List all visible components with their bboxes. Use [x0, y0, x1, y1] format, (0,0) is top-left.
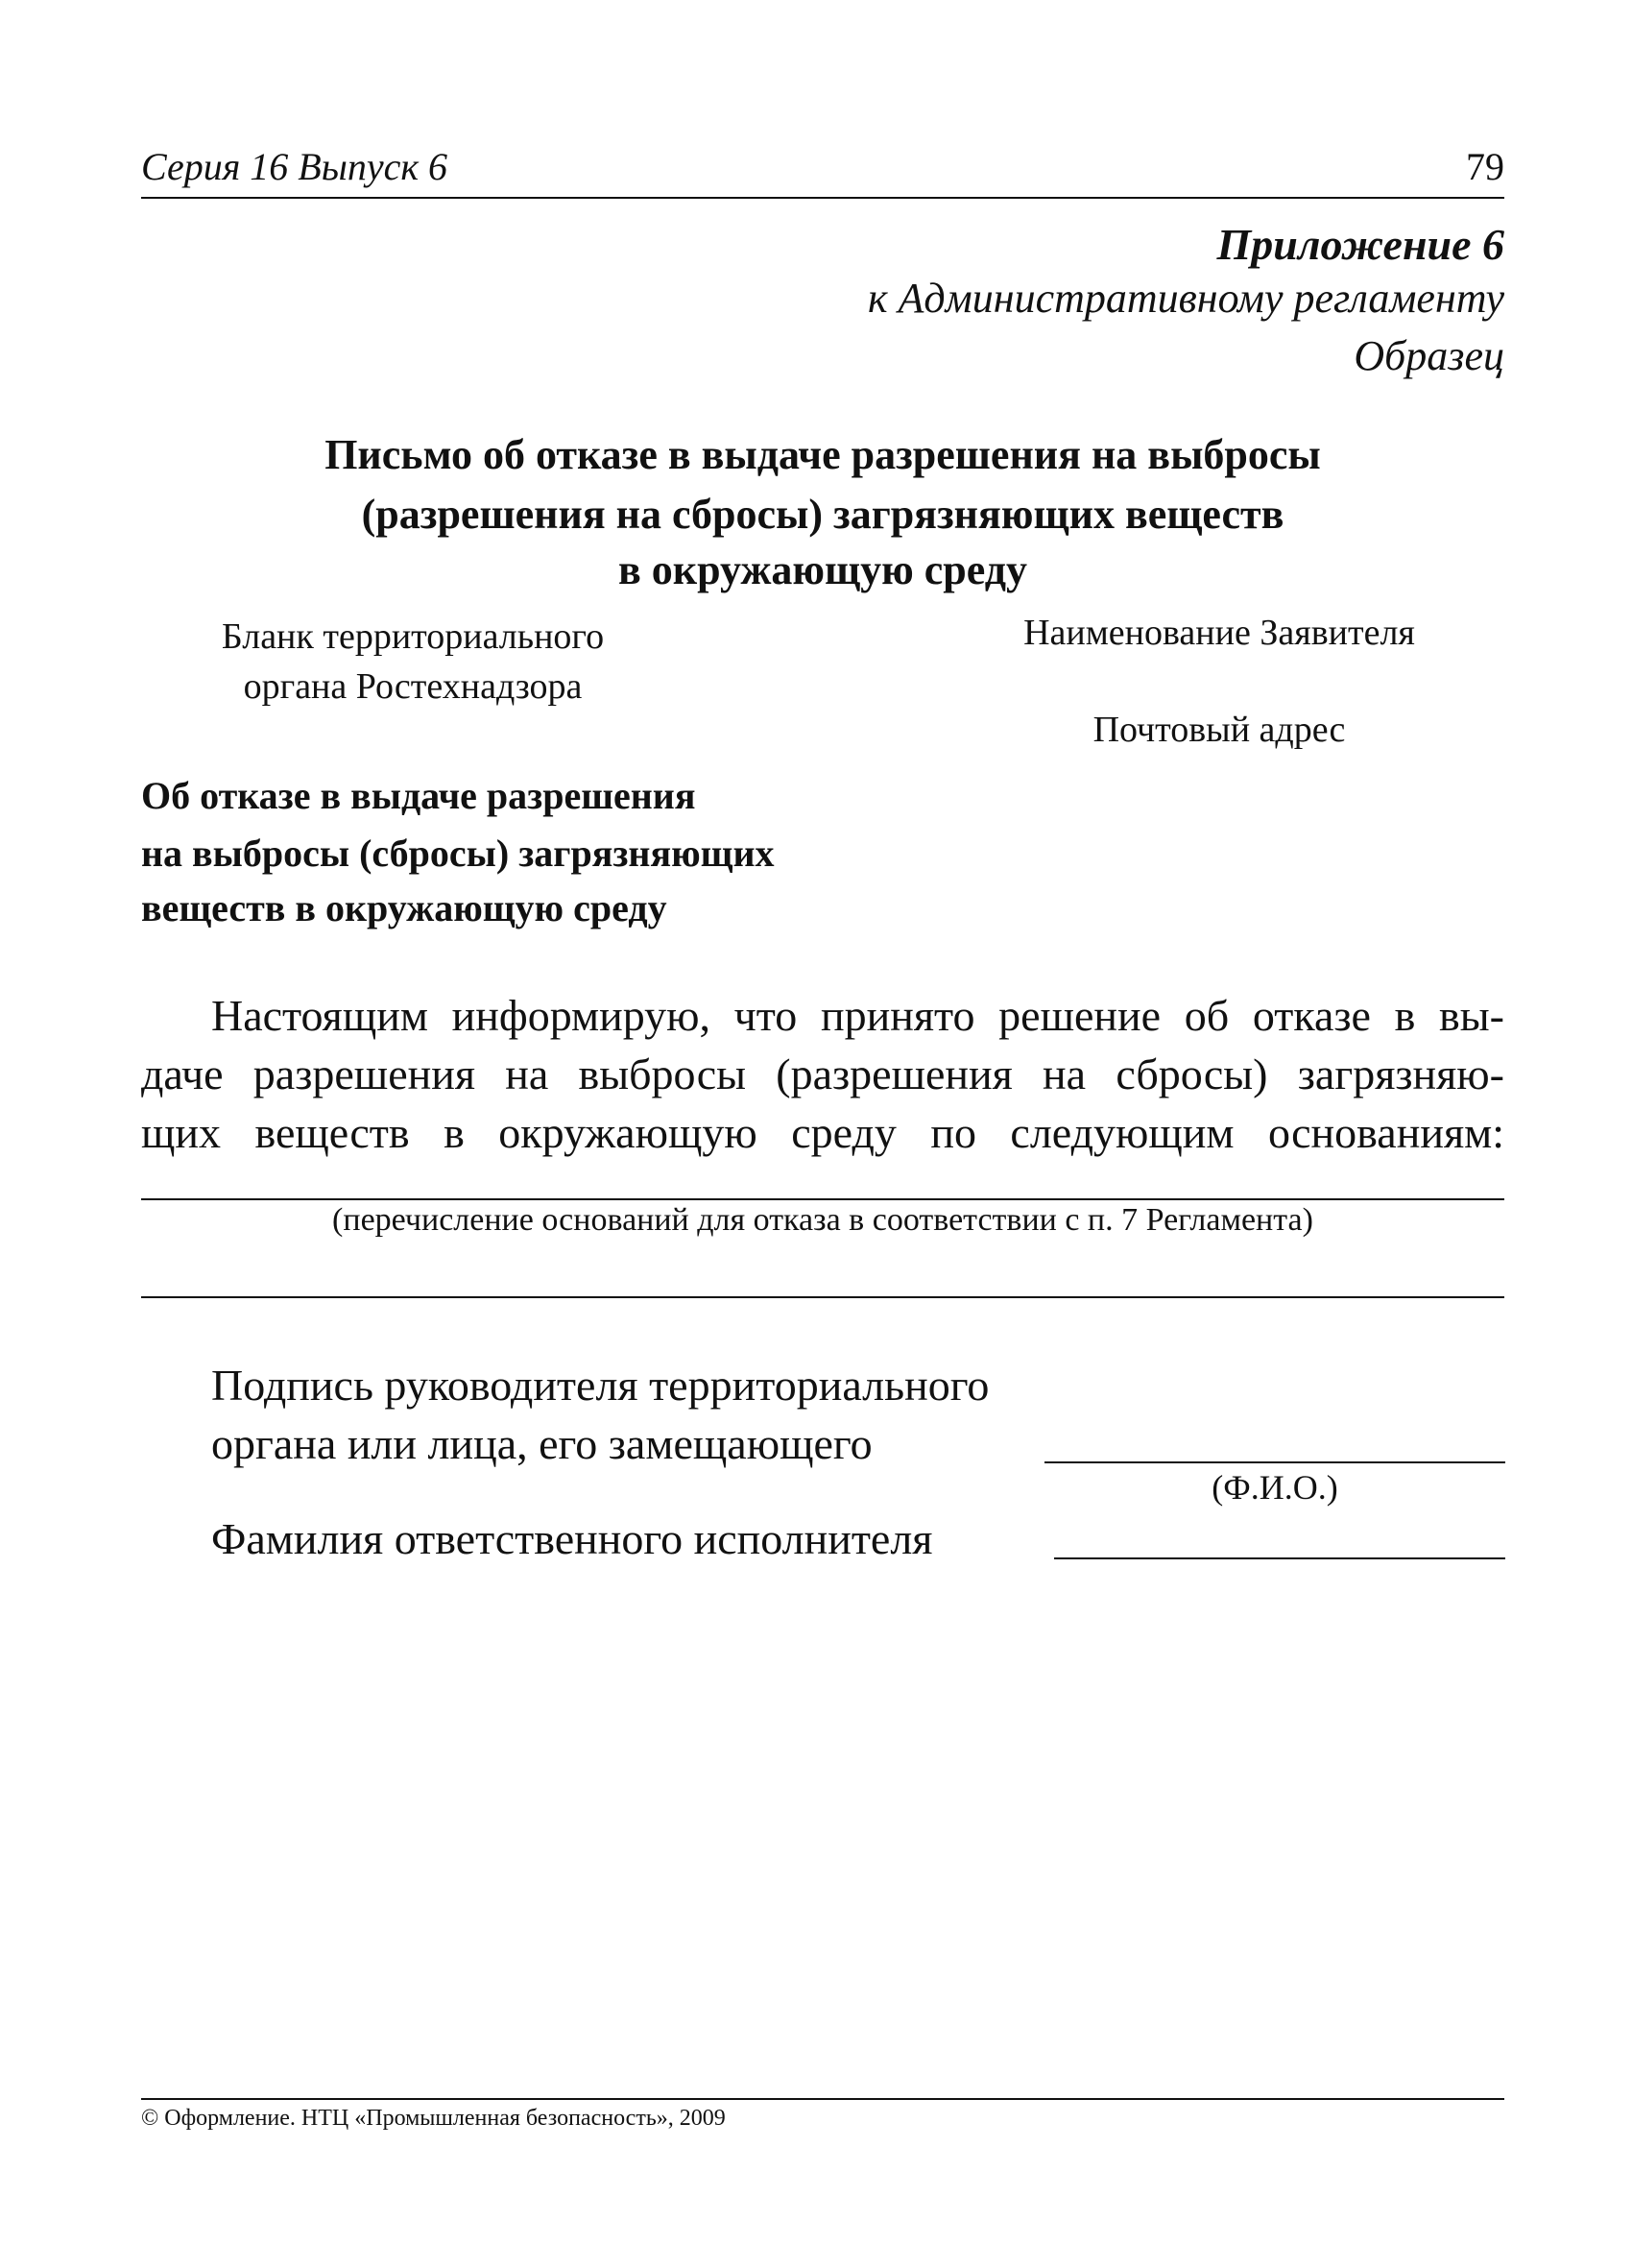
document-title-line-3: в окружающую среду	[618, 546, 1027, 593]
sender-line-1: Бланк территориального	[221, 616, 605, 657]
fio-caption: (Ф.И.О.)	[1212, 1468, 1338, 1507]
reasons-line	[141, 1198, 1504, 1200]
appendix-title: Приложение 6	[1216, 220, 1504, 269]
body-line-1: Настоящим информирую, что принято решение об отказе в вы-	[211, 991, 1504, 1040]
subject-line-2: на выбросы (сбросы) загрязняющих	[141, 832, 775, 875]
appendix-reference: к Административному регламенту	[867, 275, 1504, 322]
header-divider	[141, 197, 1504, 199]
body-line-3: щих веществ в окружающую среду по следующим основаниям:	[141, 1108, 1504, 1157]
sender-block	[182, 612, 643, 712]
document-title-line-1: Письмо об отказе в выдаче разрешения на выбросы	[324, 431, 1321, 478]
signature-label-line-1: Подпись руководителя территориального	[211, 1361, 990, 1410]
document-title-line-2: (разрешения на сбросы) загрязняющих веществ	[361, 491, 1284, 538]
responsible-line	[1054, 1557, 1505, 1559]
recipient-address: Почтовый адрес	[1092, 710, 1346, 750]
appendix-sample: Образец	[1354, 332, 1504, 379]
header-series: Серия 16 Выпуск 6	[141, 145, 448, 188]
signature-line	[1044, 1461, 1505, 1463]
reasons-line-2	[141, 1296, 1504, 1298]
subject-line-3: веществ в окружающую среду	[141, 886, 667, 929]
sender-line-2: органа Ростехнадзора	[243, 666, 583, 707]
responsible-label: Фамилия ответственного исполнителя	[211, 1514, 933, 1563]
subject-line-1: Об отказе в выдаче разрешения	[141, 774, 696, 817]
body-line-2: даче разрешения на выбросы (разрешения на сбросы) загрязняю-	[141, 1050, 1504, 1098]
footer-copyright: © Оформление. НТЦ «Промышленная безопасность», 2009	[141, 2106, 726, 2131]
page-number: 79	[1466, 145, 1504, 188]
recipient-name: Наименование Заявителя	[1023, 613, 1415, 653]
reasons-caption: (перечисление оснований для отказа в соответствии с п. 7 Регламента)	[332, 1202, 1313, 1238]
signature-label-line-2: органа или лица, его замещающего	[211, 1419, 873, 1468]
footer-divider	[141, 2098, 1504, 2100]
